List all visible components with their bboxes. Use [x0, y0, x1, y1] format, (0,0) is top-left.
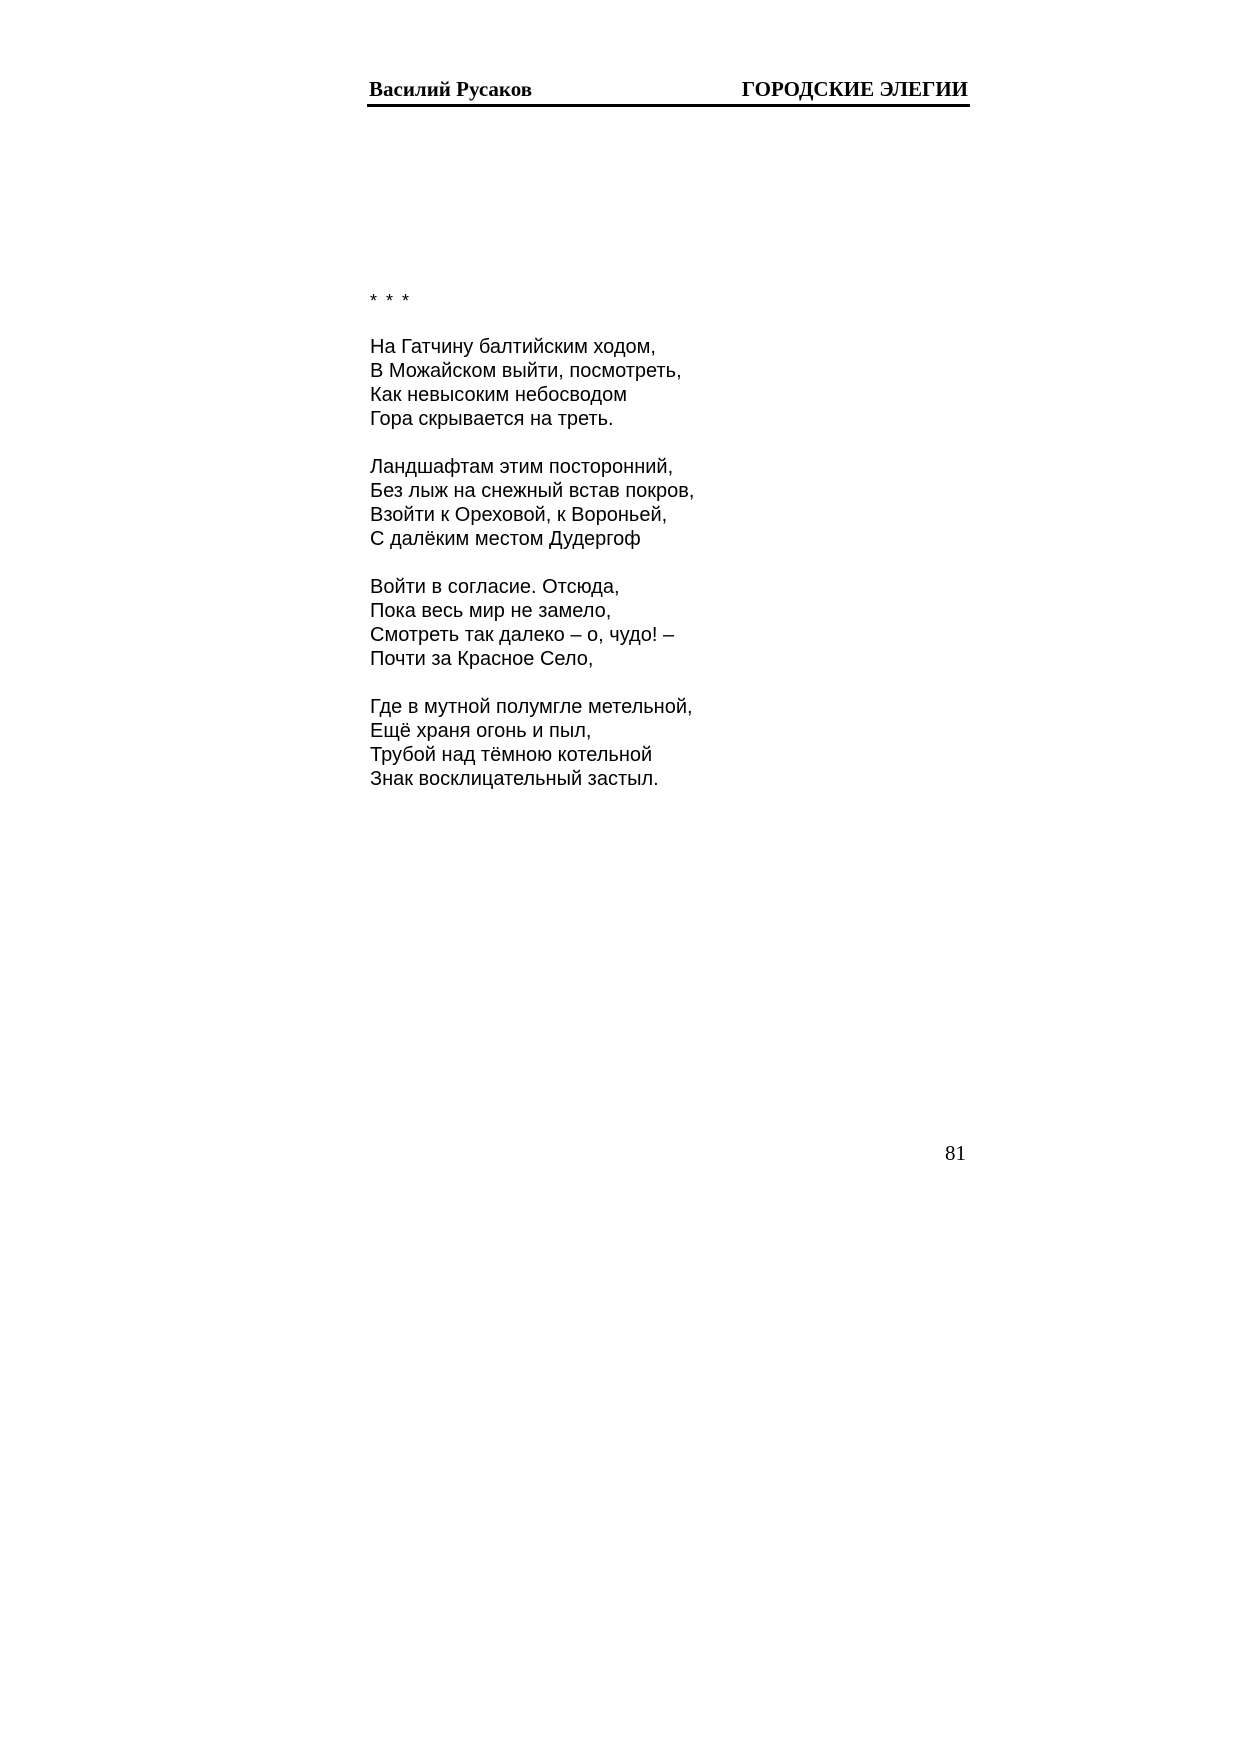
running-header	[367, 74, 970, 107]
poem-line: Смотреть так далеко – о, чудо! –	[370, 624, 675, 646]
poem-line: Пока весь мир не замело,	[370, 600, 612, 622]
poem-line: Ещё храня огонь и пыл,	[370, 720, 592, 742]
poem-line: В Можайском выйти, посмотреть,	[370, 360, 682, 382]
poem-line: Гора скрывается на треть.	[370, 408, 614, 430]
poem-line: Ландшафтам этим посторонний,	[370, 456, 674, 478]
stanza-1	[370, 335, 970, 431]
page-number: 81	[945, 1141, 966, 1165]
poem-line: Взойти к Ореховой, к Вороньей,	[370, 504, 668, 526]
poem-line: Войти в согласие. Отсюда,	[370, 576, 620, 598]
poem-line: Где в мутной полумгле метельной,	[370, 696, 693, 718]
header-author: Василий Русаков	[369, 77, 533, 101]
stanza-2	[370, 455, 970, 551]
poem-line: Как невысоким небосводом	[370, 384, 627, 406]
poem-line: Знак восклицательный застыл.	[370, 768, 659, 790]
poem-line: С далёким местом Дудергоф	[370, 528, 641, 550]
poem-line: На Гатчину балтийским ходом,	[370, 336, 656, 358]
poem	[370, 289, 970, 815]
poem-line: Трубой над тёмною котельной	[370, 744, 653, 766]
poem-marker: * * *	[370, 291, 412, 311]
header-book-title: ГОРОДСКИЕ ЭЛЕГИИ	[741, 77, 968, 101]
stanza-4	[370, 695, 970, 791]
stanza-3	[370, 575, 970, 671]
poem-line: Почти за Красное Село,	[370, 648, 594, 670]
poem-line: Без лыж на снежный встав покров,	[370, 480, 695, 502]
